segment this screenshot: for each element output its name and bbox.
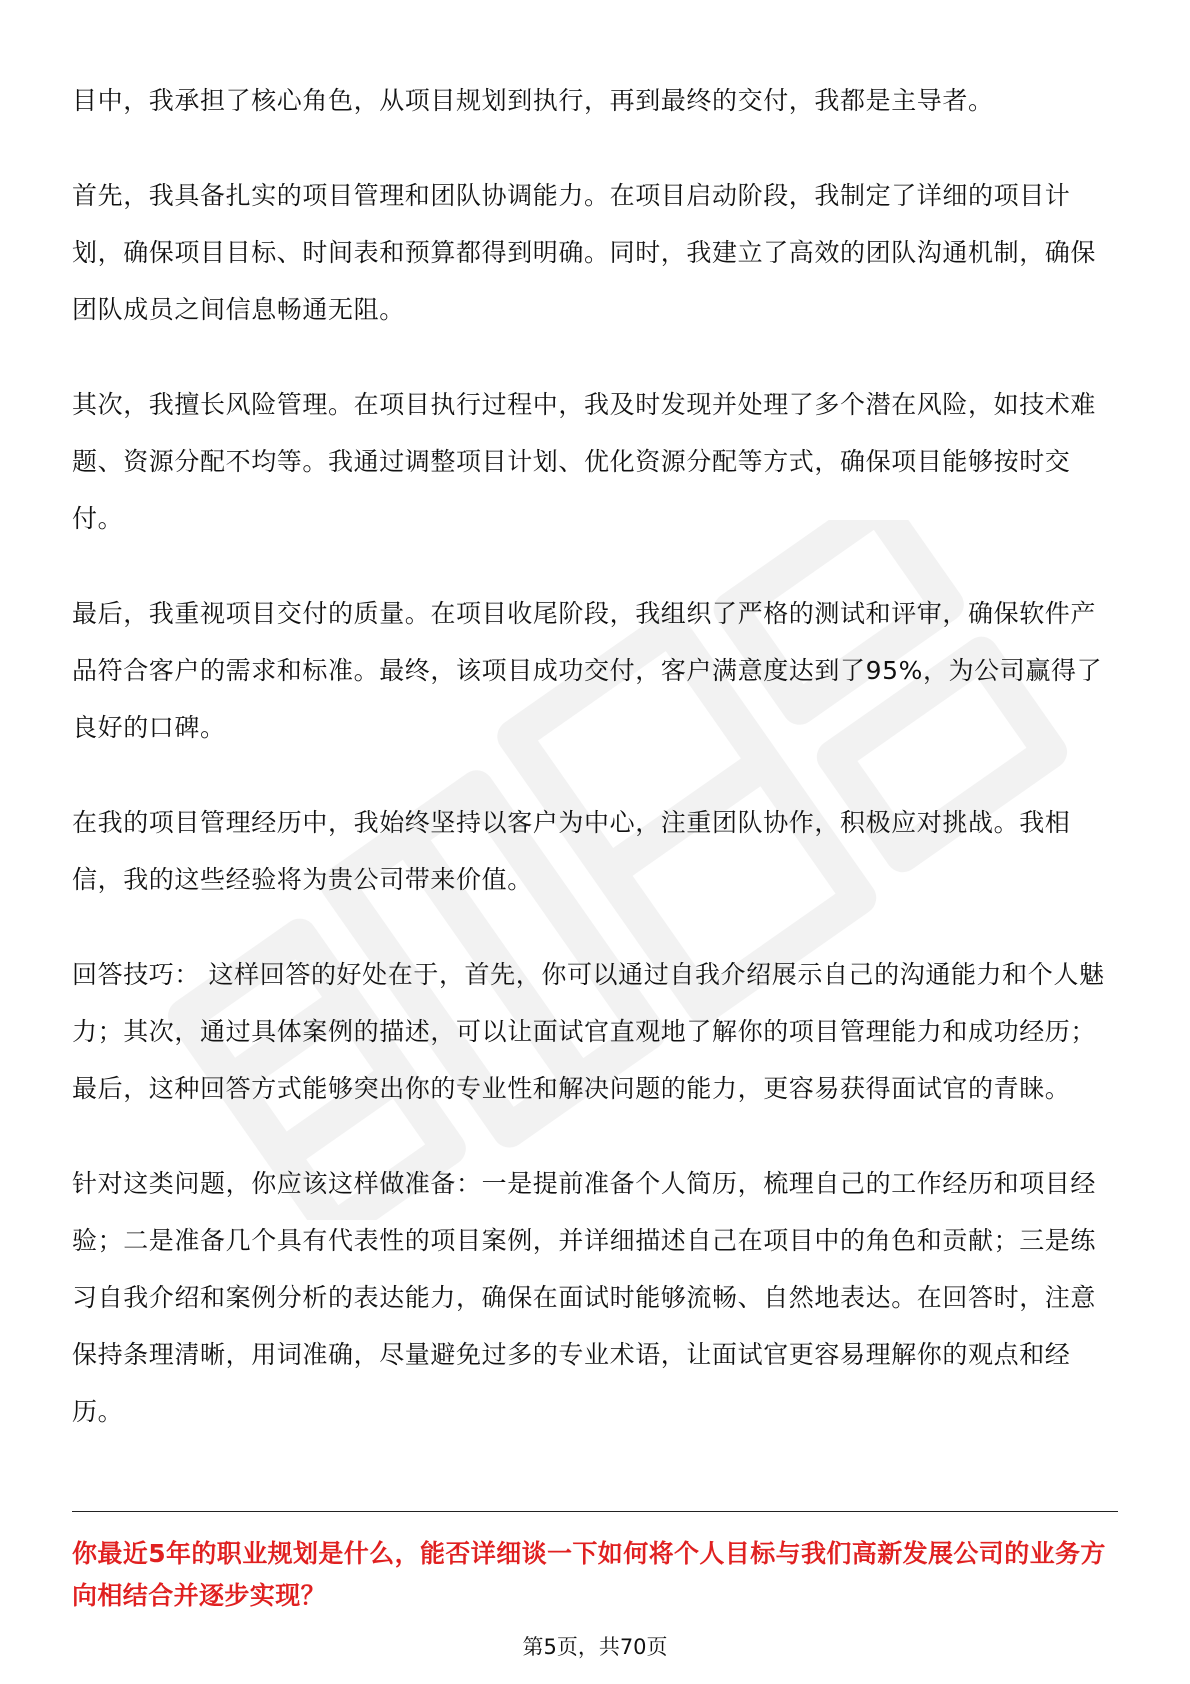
paragraph-first: 首先，我具备扎实的项目管理和团队协调能力。在项目启动阶段，我制定了详细的项目计划，确保项目目标、时间表和预算都得到明确。同时，我建立了高效的团队沟通机制，确保团队成员之间信息畅通无阻。 — [72, 181, 1097, 324]
next-question-heading: 你最近5年的职业规划是什么，能否详细谈一下如何将个人目标与我们高新发展公司的业务方向相结合并逐步实现？ — [72, 1539, 1106, 1610]
paragraph-summary: 在我的项目管理经历中，我始终坚持以客户为中心，注重团队协作，积极应对挑战。我相信，我的这些经验将为贵公司带来价值。 — [72, 808, 1071, 894]
paragraph-intro: 目中，我承担了核心角色，从项目规划到执行，再到最终的交付，我都是主导者。 — [72, 86, 994, 115]
paragraph-second: 其次，我擅长风险管理。在项目执行过程中，我及时发现并处理了多个潜在风险，如技术难题、资源分配不均等。我通过调整项目计划、优化资源分配等方式，确保项目能够按时交付。 — [72, 390, 1097, 533]
paragraph-preparation: 针对这类问题，你应该这样做准备：一是提前准备个人简历，梳理自己的工作经历和项目经验；二是准备几个具有代表性的项目案例，并详细描述自己在项目中的角色和贡献；三是练习自我介绍和案例分析的表达能力，确保在面试时能够流畅、自然地表达。在回答时，注意保持条理清晰，用词准确，尽量避免过多的专业术语，让面试官更容易理解你的观点和经历。 — [72, 1169, 1097, 1426]
paragraph-answer-tips: 回答技巧： 这样回答的好处在于，首先，你可以通过自我介绍展示自己的沟通能力和个人魅力；其次，通过具体案例的描述，可以让面试官直观地了解你的项目管理能力和成功经历；最后，这种回答方式能够突出你的专业性和解决问题的能力，更容易获得面试官的青睐。 — [72, 960, 1105, 1103]
section-divider — [72, 1511, 1118, 1512]
body-content — [72, 72, 1118, 1478]
paragraph-last: 最后，我重视项目交付的质量。在项目收尾阶段，我组织了严格的测试和评审，确保软件产品符合客户的需求和标准。最终，该项目成功交付，客户满意度达到了95%，为公司赢得了良好的口碑。 — [72, 599, 1103, 742]
page-number: 第5页，共70页 — [522, 1635, 668, 1659]
